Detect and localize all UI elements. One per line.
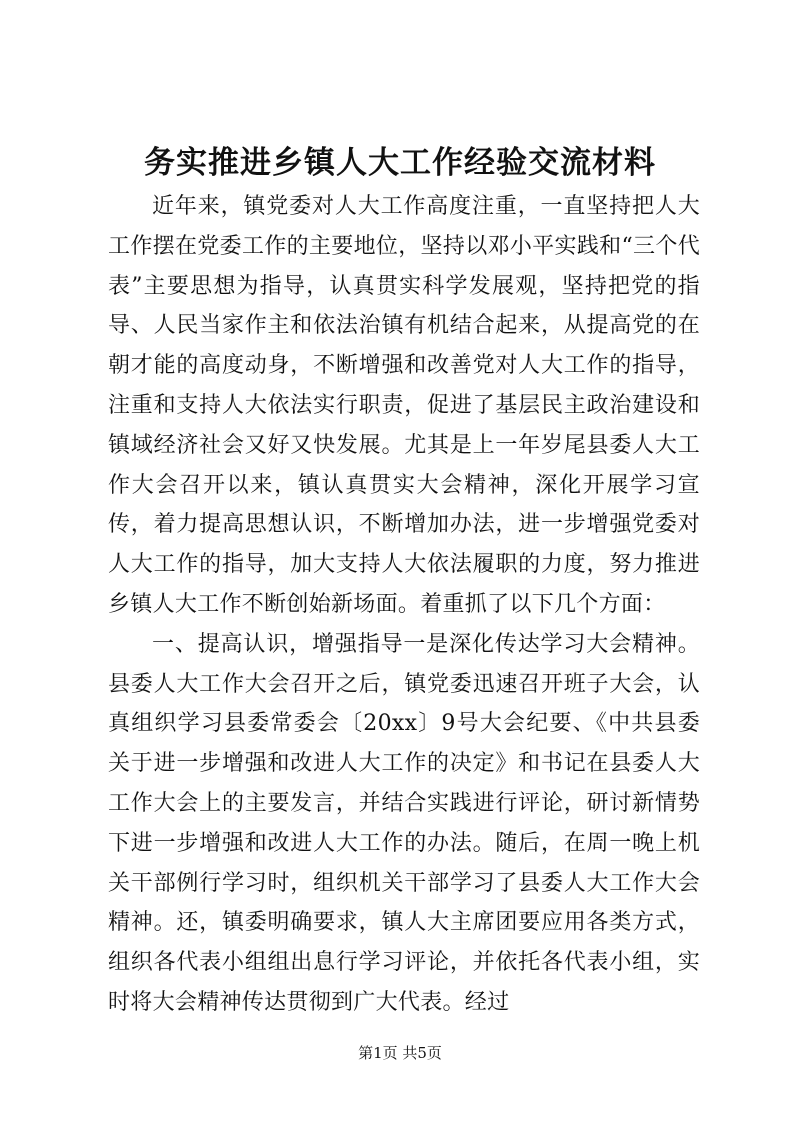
paragraph-section-one: 一、提高认识，增强指导一是深化传达学习大会精神。县委人大工作大会召开之后，镇党委迅速召开班子大会，认真组织学习县委常委会〔20xx〕9号大会纪要、《中共县委关于进一步增强和改进人大工作的决定》和书记在县委人大工作大会上的主要发言，并结合实践进行评论，研讨新情势下进一步增强和改进人大工作的办法。随后，在周一晚上机关干部例行学习时，组织机关干部学习了县委人大工作大会精神。还，镇委明确要求，镇人大主席团要应用各类方式，组织各代表小组组出息行学习评论，并依托各代表小组，实时将大会精神传达贯彻到广大代表。经过	[108, 631, 700, 1015]
document-body	[108, 187, 700, 1023]
document-title: 务实推进乡镇人大工作经验交流材料	[144, 145, 656, 181]
page-number-footer: 第1页 共5页	[358, 1044, 442, 1062]
paragraph-intro: 近年来，镇党委对人大工作高度注重，一直坚持把人大工作摆在党委工作的主要地位，坚持以邓小平实践和“三个代表”主要思想为指导，认真贯实科学发展观，坚持把党的指导、人民当家作主和依法治镇有机结合起来，从提高党的在朝才能的高度动身，不断增强和改善党对人大工作的指导，注重和支持人大依法实行职责，促进了基层民主政治建设和镇域经济社会又好又快发展。尤其是上一年岁尾县委人大工作大会召开以来，镇认真贯实大会精神，深化开展学习宣传，着力提高思想认识，不断增加办法，进一步增强党委对人大工作的指导，加大支持人大依法履职的力度，努力推进乡镇人大工作不断创始新场面。着重抓了以下几个方面：	[108, 194, 700, 617]
